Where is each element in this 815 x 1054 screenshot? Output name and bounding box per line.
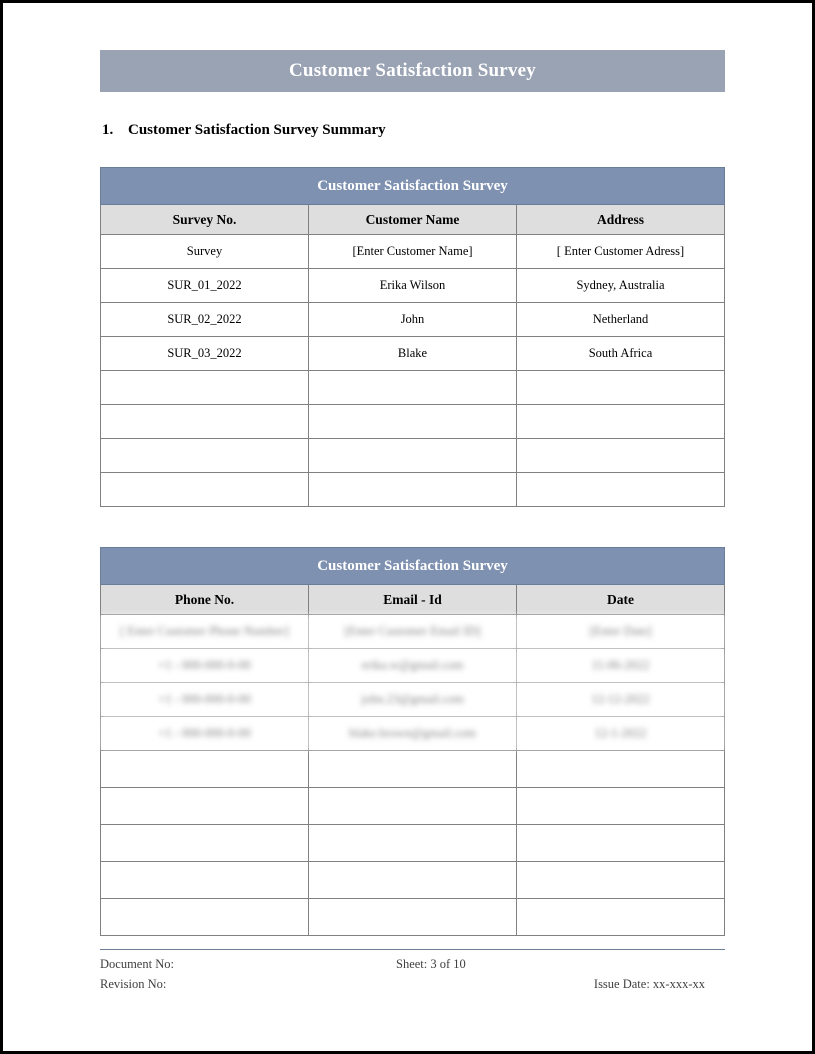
table-row [101,337,725,371]
cell-customer-name: [Enter Customer Name] [309,235,517,269]
cell-date [517,862,725,899]
column-header-email-id: Email - Id [309,585,517,615]
cell-survey-no: SUR_02_2022 [101,303,309,337]
column-header-survey-no: Survey No. [101,205,309,235]
cell-phone-no [101,899,309,936]
cell-date: 11-06-2022 [517,649,725,683]
page-footer [100,949,725,997]
table-row [101,788,725,825]
cell-email-id: blake.brown@gmail.com [309,717,517,751]
cell-email-id: erika.w@gmail.com [309,649,517,683]
cell-date [517,899,725,936]
cell-date [517,825,725,862]
table-row [101,717,725,751]
table-row [101,862,725,899]
cell-address: Netherland [517,303,725,337]
cell-email-id [309,788,517,825]
cell-date: 12-12-2022 [517,683,725,717]
cell-survey-no: SUR_03_2022 [101,337,309,371]
cell-address [517,371,725,405]
cell-phone-no [101,788,309,825]
table-title-row [101,548,725,585]
cell-phone-no: [ Enter Customer Phone Number] [101,615,309,649]
document-title: Customer Satisfaction Survey [289,60,536,81]
table-row [101,649,725,683]
cell-customer-name [309,405,517,439]
document-title-banner [100,50,725,92]
cell-customer-name [309,473,517,507]
cell-survey-no [101,405,309,439]
cell-email-id: [Enter Customer Email ID] [309,615,517,649]
survey-contact-table [100,547,725,936]
cell-email-id [309,899,517,936]
survey-summary-table [100,167,725,507]
cell-survey-no [101,439,309,473]
page-content [100,3,725,936]
section-title: Customer Satisfaction Survey Summary [128,122,386,138]
table-row [101,899,725,936]
column-header-address: Address [517,205,725,235]
table-row [101,751,725,788]
cell-customer-name [309,371,517,405]
table-row [101,405,725,439]
cell-customer-name: Erika Wilson [309,269,517,303]
cell-phone-no [101,862,309,899]
footer-row-top [100,957,725,977]
table1-title: Customer Satisfaction Survey [101,168,725,205]
column-header-customer-name: Customer Name [309,205,517,235]
cell-date [517,788,725,825]
cell-email-id [309,751,517,788]
cell-email-id: john.23@gmail.com [309,683,517,717]
table-row [101,615,725,649]
cell-email-id [309,825,517,862]
cell-address: Sydney, Australia [517,269,725,303]
footer-row-bottom [100,977,725,997]
table-row [101,303,725,337]
cell-address [517,439,725,473]
cell-phone-no [101,825,309,862]
table-row [101,439,725,473]
cell-survey-no [101,371,309,405]
table-title-row [101,168,725,205]
table-header-row [101,585,725,615]
cell-date: [Enter Date] [517,615,725,649]
section-number: 1. [102,122,114,138]
footer-sheet: Sheet: 3 of 10 [396,957,466,971]
cell-phone-no: +1 - 000-000-0-00 [101,649,309,683]
cell-address: [ Enter Customer Adress] [517,235,725,269]
table-header-row [101,205,725,235]
table-row [101,825,725,862]
cell-survey-no: SUR_01_2022 [101,269,309,303]
footer-document-no: Document No: [100,957,174,971]
footer-issue-date: Issue Date: xx-xxx-xx [593,977,705,991]
column-header-phone-no: Phone No. [101,585,309,615]
table-row [101,473,725,507]
cell-address [517,473,725,507]
table-row [101,683,725,717]
cell-phone-no [101,751,309,788]
cell-address [517,405,725,439]
cell-customer-name: Blake [309,337,517,371]
column-header-date: Date [517,585,725,615]
cell-customer-name: John [309,303,517,337]
cell-phone-no: +1 - 000-000-0-00 [101,683,309,717]
cell-date [517,751,725,788]
cell-phone-no: +1 - 000-000-0-00 [101,717,309,751]
footer-revision-no: Revision No: [100,977,167,991]
cell-date: 12-1-2022 [517,717,725,751]
cell-survey-no: Survey [101,235,309,269]
table-row [101,269,725,303]
cell-survey-no [101,473,309,507]
cell-address: South Africa [517,337,725,371]
cell-customer-name [309,439,517,473]
cell-email-id [309,862,517,899]
table-row [101,235,725,269]
table2-title: Customer Satisfaction Survey [101,548,725,585]
section-heading [100,122,725,139]
table-row [101,371,725,405]
